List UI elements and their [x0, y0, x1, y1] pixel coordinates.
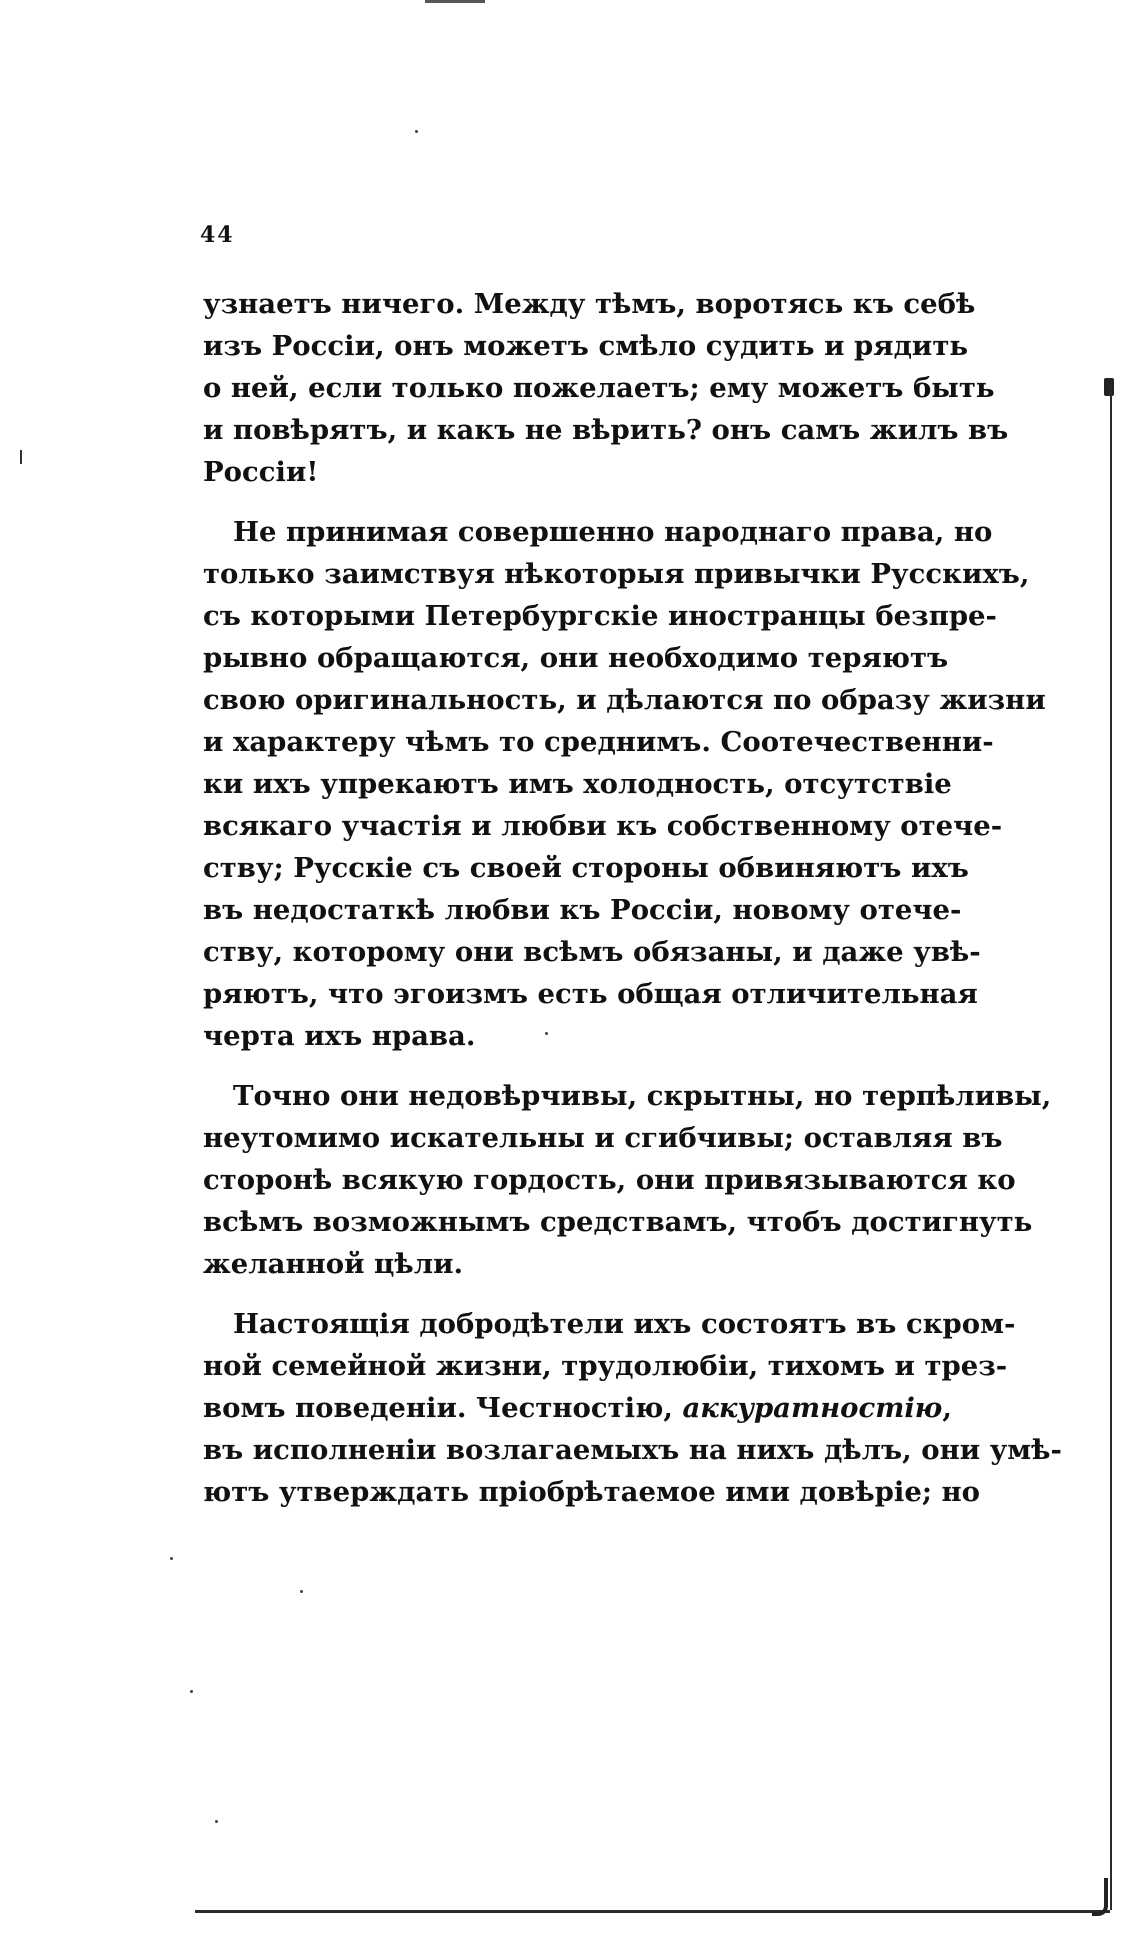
text-line: и повѣрятъ, и какъ не вѣрить? онъ самъ жилъ въ: [203, 414, 1009, 446]
text-line: свою оригинальность, и дѣлаются по образу жизни: [203, 684, 1046, 716]
bottom-page-edge: [195, 1910, 1110, 1913]
paper-speck: [300, 1590, 303, 1593]
text-line: съ которыми Петербургскiе иностранцы безпре-: [203, 600, 997, 632]
text-line: ки ихъ упрекаютъ имъ холодность, отсутствiе: [203, 768, 952, 800]
text-line: ютъ утверждать прiобрѣтаемое ими довѣрiе; но: [203, 1476, 981, 1508]
text-line: ству, которому они всѣмъ обязаны, и даже увѣ-: [203, 936, 981, 968]
italic-word-suffix: ,: [942, 1392, 952, 1424]
paragraph: [203, 283, 1009, 493]
top-edge-mark: [425, 0, 485, 3]
paragraph: [203, 1075, 1052, 1285]
paper-speck: [190, 1690, 193, 1693]
text-line: ряютъ, что эгоизмъ есть общая отличительная: [203, 978, 978, 1010]
text-line: неутомимо искательны и сгибчивы; оставляя въ: [203, 1122, 1003, 1154]
paper-speck: [170, 1557, 173, 1560]
paper-speck: [215, 1820, 218, 1823]
text-line: Точно они недовѣрчивы, скрытны, но терпѣливы,: [233, 1080, 1052, 1112]
text-line: и характеру чѣмъ то среднимъ. Соотечественни-: [203, 726, 994, 758]
text-line: ной семейной жизни, трудолюбiи, тихомъ и трез-: [203, 1350, 1008, 1382]
right-page-edge: [1110, 380, 1112, 1910]
text-line: изъ Россiи, онъ можетъ смѣло судить и рядить: [203, 330, 969, 362]
page-number: 44: [200, 222, 235, 248]
body-text: [203, 283, 1062, 1513]
bottom-corner-mark: [1092, 1878, 1108, 1916]
text-line: черта ихъ нрава.: [203, 1020, 476, 1052]
text-line: всѣмъ возможнымъ средствамъ, чтобъ достигнуть: [203, 1206, 1033, 1238]
text-line: въ исполненiи возлагаемыхъ на нихъ дѣлъ, они умѣ-: [203, 1434, 1062, 1466]
text-line: узнаетъ ничего. Между тѣмъ, воротясь къ себѣ: [203, 288, 976, 320]
text-line: ству; Русскiе съ своей стороны обвиняютъ ихъ: [203, 852, 969, 884]
text-line: Россiи!: [203, 456, 319, 488]
text-line: сторонѣ всякую гордость, они привязываются ко: [203, 1164, 1016, 1196]
paper-speck: [415, 130, 418, 133]
text-line: только заимствуя нѣкоторыя привычки Русскихъ,: [203, 558, 1030, 590]
text-line: въ недостаткѣ любви къ Россiи, новому отече-: [203, 894, 962, 926]
left-margin-mark: [20, 450, 22, 464]
italic-word: аккуратностiю: [682, 1392, 943, 1424]
text-line-start: вомъ поведенiи. Честностiю,: [203, 1392, 673, 1424]
paragraph: [203, 511, 1046, 1057]
text-line: о ней, если только пожелаетъ; ему можетъ быть: [203, 372, 995, 404]
text-line: Не принимая совершенно народнаго права, но: [233, 516, 993, 548]
paragraph: [203, 1303, 1062, 1513]
text-line: всякаго участiя и любви къ собственному отече-: [203, 810, 1003, 842]
text-line: [203, 1387, 952, 1429]
text-line: желанной цѣли.: [203, 1248, 464, 1280]
text-line: рывно обращаются, они необходимо теряютъ: [203, 642, 949, 674]
right-edge-mark: [1104, 378, 1114, 396]
text-line: Настоящiя добродѣтели ихъ состоятъ въ скром-: [233, 1308, 1016, 1340]
